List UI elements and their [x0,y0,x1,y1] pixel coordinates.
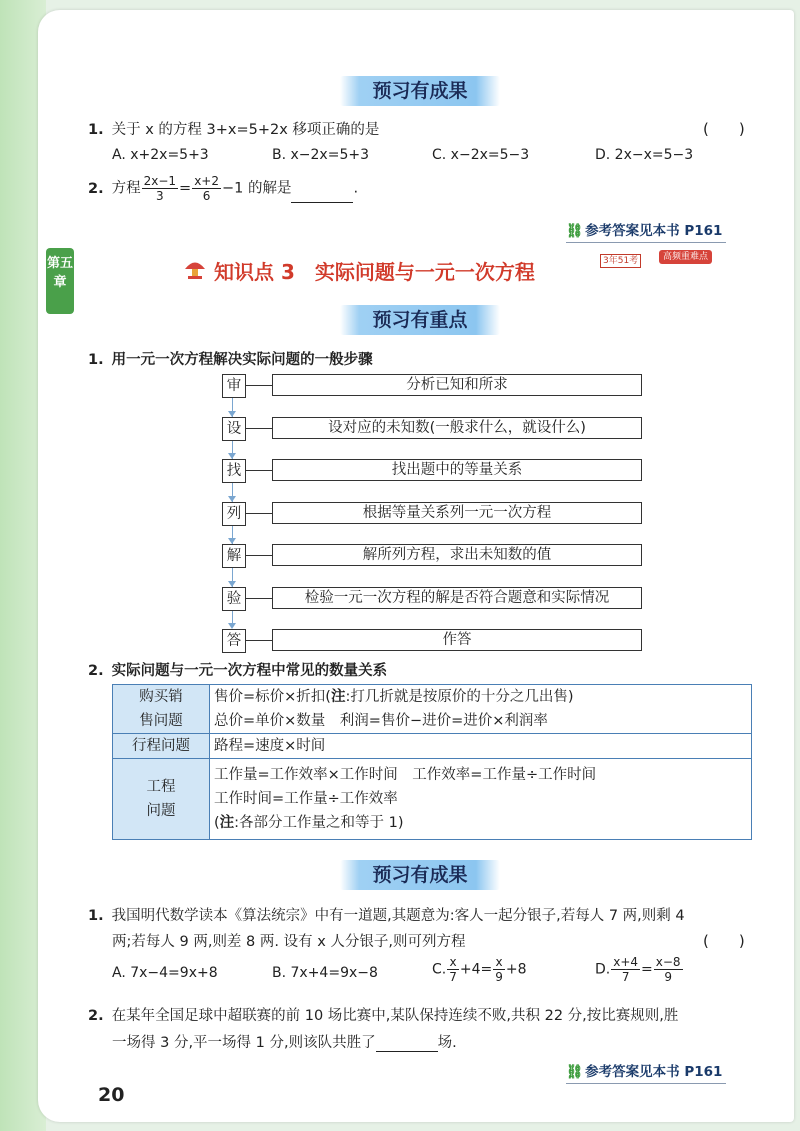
answer-reference: ⛓ 参考答案见本书 P161 [566,219,722,239]
option-d: D. $\frac{x+4}{7}$ = $\frac{x-8}{9}$ [595,955,681,984]
relations-table [112,684,752,840]
step-description-box: 检验一元一次方程的解是否符合题意和实际情况 [272,587,642,609]
answer-blank [376,1037,438,1052]
relations-title: 2. 实际问题与一元一次方程中常见的数量关系 [88,663,388,679]
step-connector-line [245,470,272,471]
step-description-box: 解所列方程，求出未知数的值 [272,544,642,566]
step-connector-line [245,513,272,514]
question-1: 1. 关于 x 的方程 3+x=5+2x 移项正确的是 [88,122,380,138]
fraction: $\frac{2x-1}{3}$ [143,174,177,203]
answer-reference: ⛓ 参考答案见本书 P161 [566,1060,722,1080]
option-c: C. $\frac{x}{7}$ +4= $\frac{x}{9}$ +8 [432,955,527,984]
knowledge-point-title: 知识点 3 实际问题与一元一次方程 [214,260,535,284]
content-cell: 工作量=工作效率×工作时间 工作效率=工作量÷工作时间 工作时间=工作量÷工作效率 (注:各部分工作量之和等于 1) [210,759,752,840]
page-number: 20 [98,1084,125,1106]
step-key-box: 审 [222,374,246,398]
section-banner-preview-results: 预习有成果 [340,76,500,106]
question-1: 1. 我国明代数学读本《算法统宗》中有一道题,其题意为:客人一起分银子,若每人 7 两,则剩 4 [88,908,685,924]
chapter-tab: 第五章 [46,248,74,314]
step-connector-line [245,598,272,599]
steps-title: 1. 用一元一次方程解决实际问题的一般步骤 [88,352,373,368]
question-2-continued: 一场得 3 分,平一场得 1 分,则该队共胜了 场. [112,1035,457,1051]
answer-paren: ( ) [703,932,745,950]
option-b: B. x−2x=5+3 [272,147,369,163]
step-connector-line [245,385,272,386]
answer-blank [291,188,353,203]
answer-paren: ( ) [703,120,745,138]
step-description-box: 根据等量关系列一元一次方程 [272,502,642,524]
option-a: A. x+2x=5+3 [112,147,209,163]
step-connector-line [245,428,272,429]
option-d: D. 2x−x=5−3 [595,147,694,163]
content-cell: 售价=标价×折扣(注:打几折就是按原价的十分之几出售) 总价=单价×数量 利润=售价−进价=进价×利润率 [210,685,752,734]
question-2: 2. 在某年全国足球中超联赛的前 10 场比赛中,某队保持连续不败,共积 22 分,按比赛规则,胜 [88,1008,679,1024]
step-key-box: 验 [222,587,246,611]
category-cell: 购买销 售问题 [113,685,210,734]
step-connector-line [245,640,272,641]
category-cell: 行程问题 [113,734,210,759]
link-icon: ⛓ [566,1064,584,1080]
fraction: $\frac{x+4}{7}$ [613,955,639,984]
table-row [113,734,752,759]
option-b: B. 7x+4=9x−8 [272,965,378,981]
step-key-box: 答 [222,629,246,653]
fraction: $\frac{x}{7}$ [449,955,457,984]
mushroom-icon [183,258,207,284]
content-cell: 路程=速度×时间 [210,734,752,759]
exam-frequency-tag: 3年51考 [600,254,641,268]
step-description-box: 作答 [272,629,642,651]
step-connector-line [245,555,272,556]
difficulty-badge: 高频重难点 [659,250,712,264]
step-key-box: 设 [222,417,246,441]
step-key-box: 解 [222,544,246,568]
section-banner-preview-results: 预习有成果 [340,860,500,890]
category-cell: 工程 问题 [113,759,210,840]
step-description-box: 找出题中的等量关系 [272,459,642,481]
link-icon: ⛓ [566,223,584,239]
section-banner-preview-focus: 预习有重点 [340,305,500,335]
step-description-box: 设对应的未知数(一般求什么，就设什么) [272,417,642,439]
step-description-box: 分析已知和所求 [272,374,642,396]
fraction: $\frac{x+2}{6}$ [194,174,219,203]
option-a: A. 7x−4=9x+8 [112,965,218,981]
table-row [113,759,752,840]
step-key-box: 列 [222,502,246,526]
table-row [113,685,752,734]
question-2: 2. 方程 $\frac{2x-1}{3}$ = $\frac{x+2}{6}$ −1 的解是 . [88,174,359,203]
option-c: C. x−2x=5−3 [432,147,530,163]
fraction: $\frac{x-8}{9}$ [655,955,681,984]
step-key-box: 找 [222,459,246,483]
fraction: $\frac{x}{9}$ [495,955,503,984]
question-1-continued: 两;若每人 9 两,则差 8 两. 设有 x 人分银子,则可列方程 [112,934,466,950]
